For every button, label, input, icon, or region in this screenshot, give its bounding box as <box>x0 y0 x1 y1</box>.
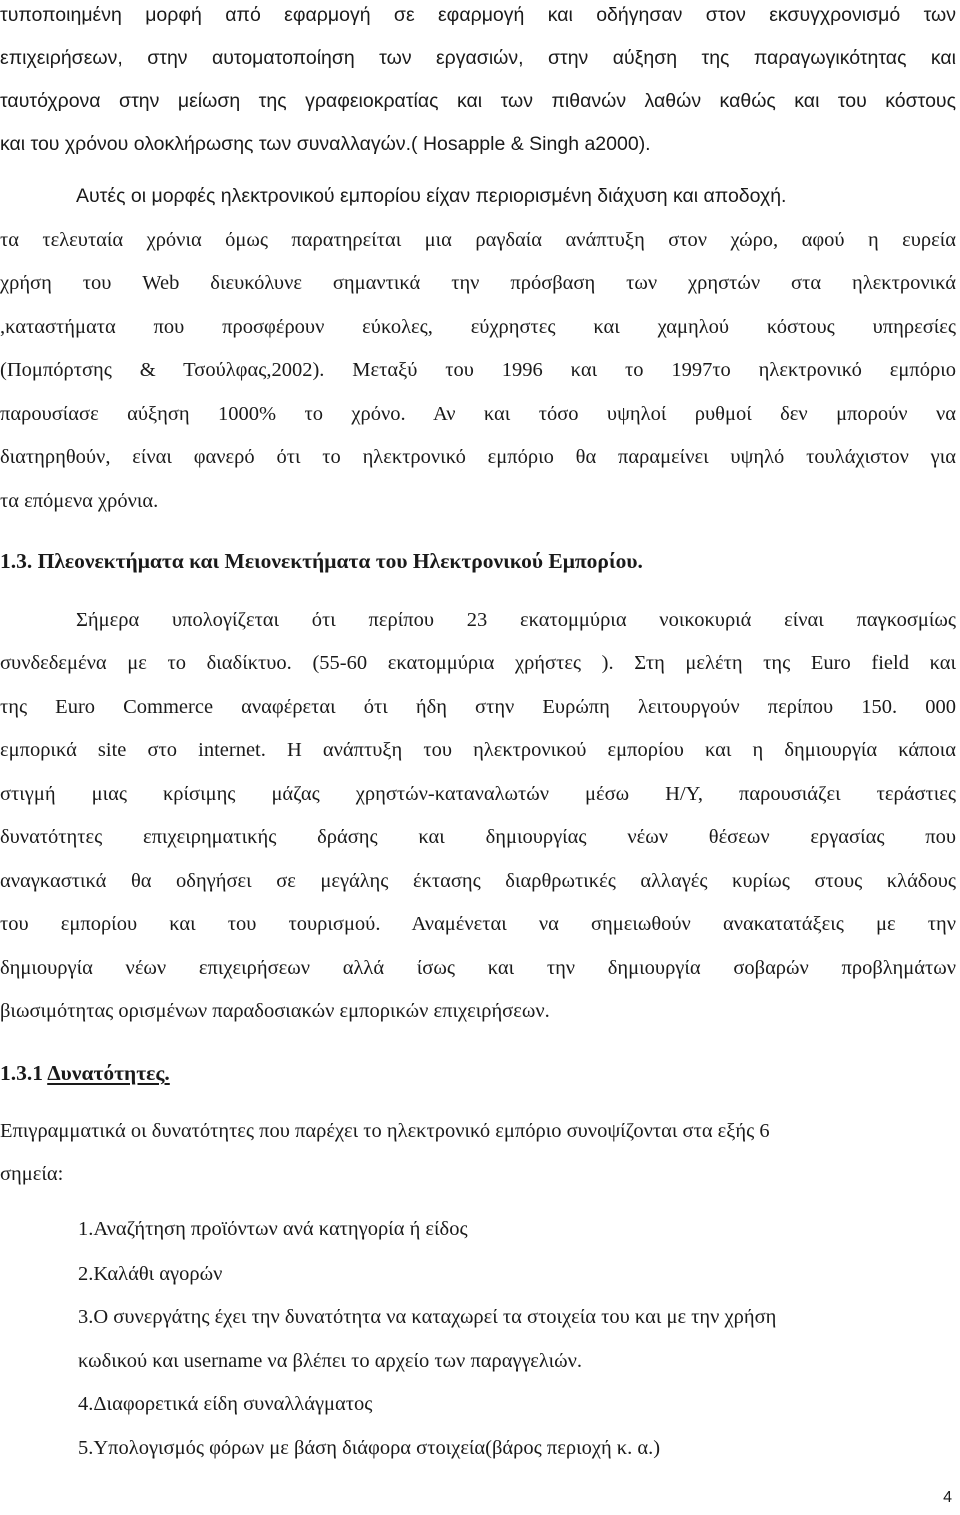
paragraph-line: (Πομπόρτσης & Τσούλφας,2002). Μεταξύ του 1996 και το 1997το ηλεκτρονικό εμπόριο <box>0 359 956 381</box>
list-item: 1.Αναζήτηση προϊόντων ανά κατηγορία ή είδος <box>78 1218 468 1240</box>
paragraph-line: συνδεδεμένα με το διαδίκτυο. (55-60 εκατομμύρια χρήστες ). Στη μελέτη της Euro field και <box>0 652 956 674</box>
list-item: 5.Υπολογισμός φόρων με βάση διάφορα στοιχεία(βάρος περιοχή κ. α.) <box>78 1437 661 1459</box>
paragraph-line: Σήμερα υπολογίζεται ότι περίπου 23 εκατομμύρια νοικοκυριά είναι παγκοσμίως <box>76 609 956 631</box>
paragraph-line: της Euro Commerce αναφέρεται ότι ήδη στην Ευρώπη λειτουργούν περίπου 150. 000 <box>0 696 956 718</box>
paragraph-line: σημεία: <box>0 1163 64 1185</box>
paragraph-line: ταυτόχρονα στην μείωση της γραφειοκρατίας και των πιθανών λαθών καθώς και του κόστους <box>0 90 956 112</box>
paragraph-line: στιγμή μιας κρίσιμης μάζας χρηστών-καταναλωτών μέσω Η/Υ, παρουσιάζει τεράστιες <box>0 783 956 805</box>
paragraph-line: Επιγραμματικά οι δυνατότητες που παρέχει το ηλεκτρονικό εμπόριο συνοψίζονται στα εξής 6 <box>0 1120 770 1142</box>
paragraph-line: του εμπορίου και του τουρισμού. Αναμένεται να σημειωθούν ανακατατάξεις με την <box>0 913 956 935</box>
page-number: 4 <box>943 1489 952 1506</box>
paragraph-line: παρουσίασε αύξηση 1000% το χρόνο. Αν και τόσο υψηλοί ρυθμοί δεν μπορούν να <box>0 403 956 425</box>
paragraph-line: χρήση του Web διευκόλυνε σημαντικά την πρόσβαση των χρηστών στα ηλεκτρονικά <box>0 272 956 294</box>
paragraph-line: τα επόμενα χρόνια. <box>0 490 159 512</box>
paragraph-line: επιχειρήσεων, στην αυτοματοποίηση των εργασιών, στην αύξηση της παραγωγικότητας και <box>0 47 956 69</box>
subsection-title: Δυνατότητες. <box>47 1061 170 1085</box>
list-item: 4.Διαφορετικά είδη συναλλάγματος <box>78 1393 373 1415</box>
paragraph-line: ,καταστήματα που προσφέρουν εύκολες, εύχρηστες και χαμηλού κόστους υπηρεσίες <box>0 316 956 338</box>
subsection-number: 1.3.1 <box>0 1061 48 1085</box>
paragraph-line: αναγκαστικά θα οδηγήσει σε μεγάλης έκτασης διαρθρωτικές αλλαγές κυρίως στους κλάδους <box>0 870 956 892</box>
list-item: 3.Ο συνεργάτης έχει την δυνατότητα να καταχωρεί τα στοιχεία του και με την χρήση <box>78 1306 777 1328</box>
section-heading: 1.3. Πλεονεκτήματα και Μειονεκτήματα του Ηλεκτρονικού Εμπορίου. <box>0 549 643 573</box>
subsection-heading <box>0 1061 956 1085</box>
paragraph-line: διατηρηθούν, είναι φανερό ότι το ηλεκτρονικό εμπόριο θα παραμείνει υψηλό τουλάχιστον για <box>0 446 956 468</box>
paragraph-line: και του χρόνου ολοκλήρωσης των συναλλαγών.( Hosapple & Singh a2000). <box>0 133 651 155</box>
paragraph-line: εμπορικά site στο internet. Η ανάπτυξη του ηλεκτρονικού εμπορίου και η δημιουργία κάποια <box>0 739 956 761</box>
paragraph-line: Αυτές οι μορφές ηλεκτρονικού εμπορίου είχαν περιορισμένη διάχυση και αποδοχή. <box>76 185 787 207</box>
paragraph-line: τυποποιημένη μορφή από εφαρμογή σε εφαρμογή και οδήγησαν στον εκσυγχρονισμό των <box>0 4 956 26</box>
paragraph-line: τα τελευταία χρόνια όμως παρατηρείται μια ραγδαία ανάπτυξη στον χώρο, αφού η ευρεία <box>0 229 956 251</box>
paragraph-line: δημιουργία νέων επιχειρήσεων αλλά ίσως και την δημιουργία σοβαρών προβλημάτων <box>0 957 956 979</box>
paragraph-line: δυνατότητες επιχειρηματικής δράσης και δημιουργίας νέων θέσεων εργασίας που <box>0 826 956 848</box>
list-item: 2.Καλάθι αγορών <box>78 1263 223 1285</box>
list-item: κωδικού και username να βλέπει το αρχείο των παραγγελιών. <box>78 1350 582 1372</box>
paragraph-line: βιωσιμότητας ορισμένων παραδοσιακών εμπορικών επιχειρήσεων. <box>0 1000 550 1022</box>
